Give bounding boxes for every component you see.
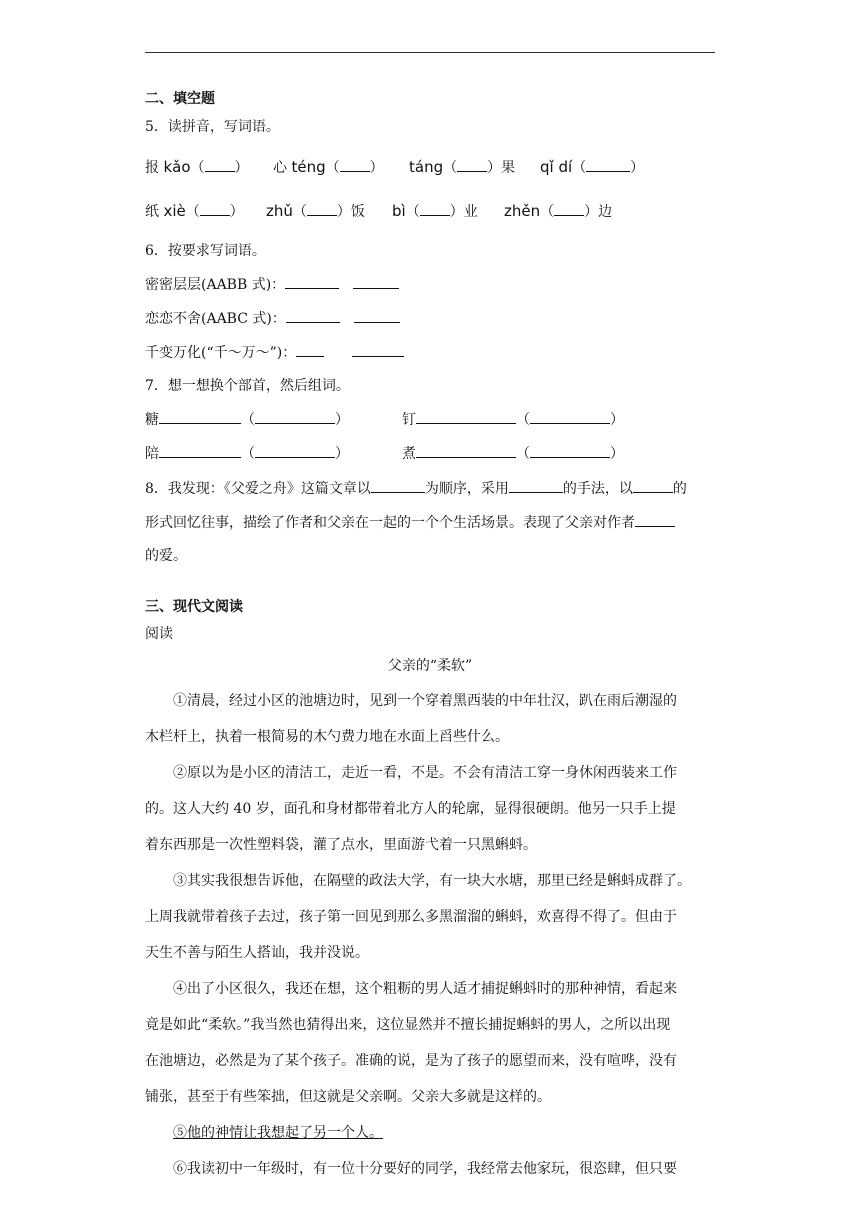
answer-blank[interactable] <box>307 201 337 216</box>
q5-item-6-post: 饭 <box>350 204 365 220</box>
q5-item-3-post: 果 <box>501 160 516 176</box>
q8-line-1[interactable] <box>145 478 687 499</box>
q5-item-5-pre: 纸 <box>145 204 159 220</box>
article-title: 父亲的“柔软” <box>387 658 473 674</box>
article-line-1: ①清晨，经过小区的池塘边时，见到一个穿着黑西装的中年壮汉，趴在雨后潮湿的 <box>173 693 677 709</box>
answer-blank[interactable] <box>296 342 324 357</box>
q6-line-3-label: 千变万化(“千～万～”)： <box>145 345 297 361</box>
answer-blank[interactable] <box>352 342 404 357</box>
answer-blank[interactable] <box>633 478 673 493</box>
answer-blank[interactable] <box>255 443 335 458</box>
q5-item-7-pinyin: bì <box>392 202 406 220</box>
answer-blank[interactable] <box>159 443 241 458</box>
answer-blank[interactable] <box>353 274 399 289</box>
article-line-5: 着东西那是一次性塑料袋，灌了点水，里面游弋着一只黑蝌蚪。 <box>145 837 537 853</box>
q8-text-d: 的 <box>672 481 687 497</box>
q6-prompt: 6．按要求写词语。 <box>145 243 266 259</box>
q5-item-8-pinyin: zhěn <box>504 202 541 220</box>
answer-blank[interactable] <box>635 512 675 527</box>
answer-blank[interactable] <box>457 157 487 172</box>
q7-item-1[interactable]: 糖 （ ） <box>145 409 349 430</box>
article-line-10: 竟是如此“柔软。”我当然也猜得出来，这位显然并不擅长捕捉蝌蚪的男人，之所以出现 <box>145 1017 671 1033</box>
q6-line-2-label: 恋恋不舍(AABC 式)： <box>145 311 286 327</box>
article-line-9: ④出了小区很久，我还在想，这个粗粝的男人适才捕捉蝌蚪时的那种神情，看起来 <box>173 981 677 997</box>
q5-item-5[interactable]: 纸 xiè（ ） <box>145 202 244 220</box>
q8-text-a: 8．我发现：《父爱之舟》这篇文章以 <box>145 481 371 497</box>
q5-item-6[interactable]: zhǔ（ ）饭 <box>266 202 365 220</box>
q5-prompt: 5．读拼音，写词语。 <box>145 119 280 135</box>
article-line-8: 天生不善与陌生人搭讪，我并没说。 <box>145 945 369 961</box>
q7-char-3: 陪 <box>145 446 159 462</box>
answer-blank[interactable] <box>530 409 610 424</box>
answer-blank[interactable] <box>255 409 335 424</box>
answer-blank[interactable] <box>530 443 610 458</box>
q6-line-3[interactable] <box>145 342 404 363</box>
q5-item-7-post: 业 <box>463 204 478 220</box>
q5-item-5-pinyin: xiè <box>163 202 186 220</box>
q7-char-1: 糖 <box>145 412 159 428</box>
answer-blank[interactable] <box>159 409 241 424</box>
answer-blank[interactable] <box>416 409 516 424</box>
article-line-12: 铺张，甚至于有些笨拙，但这就是父亲啊。父亲大多就是这样的。 <box>145 1089 551 1105</box>
answer-blank[interactable] <box>554 201 584 216</box>
q5-item-6-pinyin: zhǔ <box>266 202 293 220</box>
q5-item-1-pinyin: kǎo <box>163 158 191 176</box>
q7-char-4: 煮 <box>402 446 416 462</box>
answer-blank[interactable] <box>416 443 516 458</box>
section3-heading: 三、现代文阅读 <box>145 599 243 615</box>
q5-item-1-pre: 报 <box>145 160 159 176</box>
answer-blank[interactable] <box>420 201 450 216</box>
q7-item-2[interactable]: 钉 （ ） <box>402 409 624 430</box>
q5-item-4[interactable]: qǐ dí（ ） <box>540 158 645 176</box>
q7-prompt: 7．想一想换个部首，然后组词。 <box>145 378 350 394</box>
q5-item-7[interactable]: bì（ ）业 <box>392 202 478 220</box>
q6-line-2[interactable] <box>145 308 400 329</box>
article-line-13 <box>145 1115 743 1151</box>
q5-item-2-pinyin: téng <box>291 158 326 176</box>
q7-char-2: 钉 <box>402 412 416 428</box>
q5-item-2[interactable]: 心 téng（ ） <box>273 158 384 176</box>
q5-item-3[interactable]: táng（ ）果 <box>409 158 516 176</box>
answer-blank[interactable] <box>286 308 340 323</box>
q8-line-2[interactable] <box>145 512 675 533</box>
answer-blank[interactable] <box>205 157 235 172</box>
q5-item-1[interactable]: 报 kǎo（ ） <box>145 158 249 176</box>
article-line-6: ③其实我很想告诉他，在隔壁的政法大学，有一块大水塘，那里已经是蝌蚪成群了。 <box>173 873 691 889</box>
answer-blank[interactable] <box>340 157 370 172</box>
article-line-3: ②原以为是小区的清洁工，走近一看，不是。不会有清洁工穿一身休闲西装来工作 <box>173 765 677 781</box>
q8-text-c: 的手法，以 <box>562 481 633 497</box>
q6-line-1-label: 密密层层(AABB 式)： <box>145 277 286 293</box>
article-line-2: 木栏杆上，执着一根简易的木勺费力地在水面上舀些什么。 <box>145 729 509 745</box>
q5-item-8[interactable]: zhěn（ ）边 <box>504 202 613 220</box>
answer-blank[interactable] <box>586 157 630 172</box>
article-line-11: 在池塘边，必然是为了某个孩子。准确的说，是为了孩子的愿望而来，没有喧哗，没有 <box>145 1053 677 1069</box>
q8-line-3: 的爱。 <box>145 548 187 564</box>
article-line-14: ⑥我读初中一年级时，有一位十分要好的同学，我经常去他家玩，很恣肆，但只要 <box>173 1161 677 1177</box>
q5-item-8-post: 边 <box>598 204 613 220</box>
answer-blank[interactable] <box>509 478 563 493</box>
article-line-4: 的。这人大约 40 岁，面孔和身材都带着北方人的轮廓，显得很硬朗。他另一只手上提 <box>145 801 676 817</box>
answer-blank[interactable] <box>354 308 400 323</box>
q7-item-4[interactable]: 煮 （ ） <box>402 443 624 464</box>
q8-text-e: 形式回忆往事，描绘了作者和父亲在一起的一个个生活场景。表现了父亲对作者 <box>145 515 635 531</box>
q7-item-3[interactable]: 陪 （ ） <box>145 443 349 464</box>
q5-item-4-pinyin: qǐ dí <box>540 158 573 176</box>
section2-heading: 二、填空题 <box>145 91 215 107</box>
underlined-sentence: ⑤他的神情让我想起了另一个人。 <box>173 1125 383 1141</box>
header-rule <box>145 52 715 53</box>
answer-blank[interactable] <box>285 274 339 289</box>
article-line-7: 上周我就带着孩子去过，孩子第一回见到那么多黑溜溜的蝌蚪，欢喜得不得了。但由于 <box>145 909 677 925</box>
q5-item-3-pinyin: táng <box>409 158 444 176</box>
q8-text-b: 为顺序，采用 <box>424 481 509 497</box>
answer-blank[interactable] <box>371 478 425 493</box>
answer-blank[interactable] <box>200 201 230 216</box>
q5-item-2-pre: 心 <box>273 160 287 176</box>
q6-line-1[interactable] <box>145 274 399 295</box>
section3-sub: 阅读 <box>145 626 173 642</box>
